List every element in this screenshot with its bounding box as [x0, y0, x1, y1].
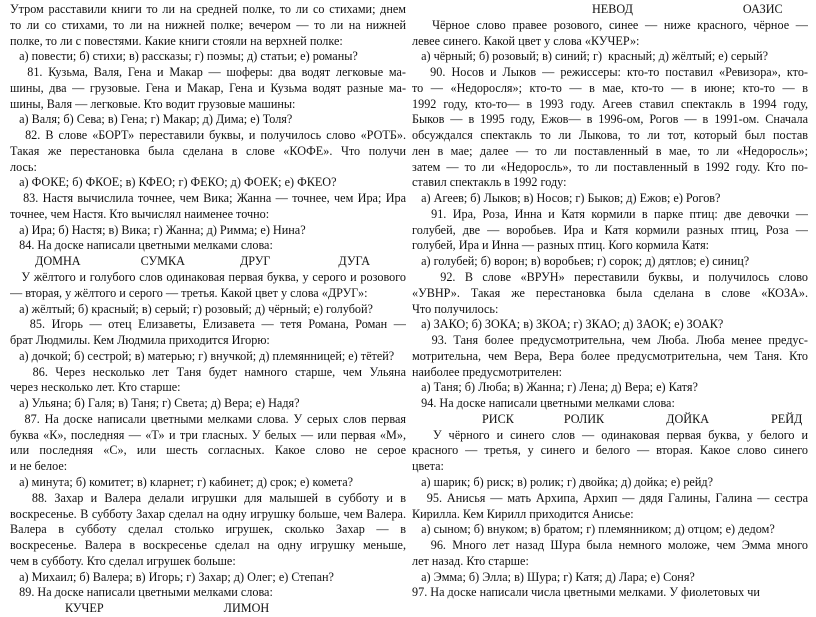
board-word: ОАЗИС	[742, 2, 783, 16]
text-line: а) Михаил; б) Валера; в) Игорь; г) Захар; д) Олег; е) Степан?	[10, 569, 334, 584]
board-word: ДОЙКА	[666, 411, 710, 426]
text-line: Быков — в 1995 году, Ежов— в 1996-ом, Рогов — в 1991-ом. Сначала	[412, 112, 808, 127]
text-line: 82. В слове «БОРТ» переставили буквы, и получилось слово «РОТБ».	[10, 128, 406, 143]
text-line: Чёрное слово правее розового, синее — ниже красного, чёрное —	[412, 17, 808, 32]
text-line: воскресенье. Валера в воскресенье сделал на одну игрушку меньше,	[10, 538, 406, 553]
text-line: а) чёрный; б) розовый; в) синий; г) красный; д) жёлтый; е) серый?	[412, 49, 769, 64]
text-line: обсуждался спектакль то ли Лыкова, то ли тот, который был постав	[412, 128, 808, 143]
text-line: а) жёлтый; б) красный; в) серый; г) розовый; д) чёрный; е) голубой?	[10, 301, 373, 316]
board-word: СУМКА	[140, 254, 185, 269]
text-line: 94. На доске написали цветными мелками слова:	[412, 396, 675, 411]
text-line: У чёрного и синего слов — одинаковая первая буква, у белого и	[412, 427, 808, 442]
text-line: «УВНР». Такая же перестановка была сделана в слове «КОЗА».	[412, 285, 808, 300]
text-line: красного — третья, у синего и белого — вторая. Какое слово синего	[412, 443, 808, 458]
text-line: левее синего. Какой цвет у слова «КУЧЕР»:	[412, 33, 640, 48]
text-line: а) Ульяна; б) Галя; в) Таня; г) Света; д) Вера; е) Надя?	[10, 396, 300, 411]
text-line: 95. Анисья — мать Архипа, Архип — дядя Галины, Галина — сестра	[412, 490, 808, 505]
text-line: а) Агеев; б) Лыков; в) Носов; г) Быков; д) Ежов; е) Рогов?	[412, 191, 721, 206]
right-column	[412, 2, 808, 601]
text-line: 85. Игорь — отец Елизаветы, Елизавета — тетя Романа, Роман —	[10, 317, 406, 332]
text-line: 90. Носов и Лыков — режиссеры: кто-то поставил «Ревизора», кто-	[412, 65, 808, 80]
text-line: то ли со стихами, то ли на нижней полке; вечером — то ли на нижней	[10, 17, 406, 32]
text-line: Валера в субботу сделал столько игрушек, сколько Захар — в	[10, 522, 406, 537]
text-line: а) дочкой; б) сестрой; в) матерью; г) внучкой; д) племянницей; е) тётей?	[10, 348, 395, 363]
text-line: а) минута; б) комитет; в) кларнет; г) кабинет; д) срок; е) комета?	[10, 474, 354, 489]
text-line: мотрительна, чем Вера, Вера более предусмотрительна, чем Таня. Кто	[412, 348, 808, 363]
text-line: то — «Недоросля»; кто-то — в мае, кто-то — в июне; кто-то — в	[412, 80, 808, 95]
text-line: 87. На доске написали цветными мелками слова. У серых слов первая	[10, 411, 406, 426]
text-line: брат Людмилы. Кем Людмила приходится Игорю:	[10, 333, 270, 348]
text-line: шины, два — грузовые. Гена и Макар, Гена и Кузьма водят разные ма-	[10, 80, 406, 95]
word-row	[10, 601, 406, 617]
board-word: РОЛИК	[563, 411, 605, 426]
word-row	[412, 2, 808, 18]
board-word: КУЧЕР	[65, 601, 104, 616]
text-line: шины, Валя — легковые. Кто водит грузовые машины:	[10, 96, 296, 111]
text-line: Что получилось:	[412, 301, 499, 316]
left-column	[10, 2, 406, 617]
text-line: 81. Кузьма, Валя, Гена и Макар — шоферы: два водят легковые ма-	[10, 65, 406, 80]
text-line: — вторая, у жёлтого и серого — третья. Какой цвет у слова «ДРУГ»:	[10, 285, 368, 300]
board-word: РИСК	[482, 411, 514, 426]
text-line: а) Эмма; б) Элла; в) Шура; г) Катя; д) Лара; е) Соня?	[412, 569, 695, 584]
text-line: лось:	[10, 159, 37, 174]
text-line: или последняя «С», или шесть согласных. Какое слово не серое	[10, 443, 406, 458]
text-line: а) Таня; б) Люба; в) Жанна; г) Лена; д) Вера; е) Катя?	[412, 380, 698, 395]
text-line: 96. Много лет назад Шура была немного моложе, чем Эмма много	[412, 538, 808, 553]
text-line: Такая же перестановка была сделана в слове «КОФЕ». Что получи	[10, 143, 406, 158]
board-word: РЕЙД	[771, 411, 803, 426]
board-word: ДУГА	[338, 254, 371, 269]
text-line: а) голубей; б) ворон; в) воробьев; г) сорок; д) дятлов; е) синиц?	[412, 254, 750, 269]
text-line: воскресенье. В субботу Захар сделал на одну игрушку больше, чем Валера.	[10, 506, 406, 521]
text-line: через несколько лет. Кто старше:	[10, 380, 181, 395]
text-line: У жёлтого и голубого слов одинаковая первая буква, у серого и розового	[10, 270, 406, 285]
text-line: Кирилла. Кем Кирилл приходится Анисье:	[412, 506, 634, 521]
text-line: Утром расставили книги то ли на средней полке, то ли со стихами; днем	[10, 2, 406, 16]
word-row	[412, 412, 808, 428]
text-line: а) повести; б) стихи; в) рассказы; г) поэмы; д) статьи; е) романы?	[10, 49, 358, 64]
board-word: ДРУГ	[239, 254, 271, 269]
text-line: цвета:	[412, 459, 444, 474]
text-line: 88. Захар и Валера делали игрушки для малышей в субботу и в	[10, 490, 406, 505]
text-line: 86. Через несколько лет Таня будет намного старше, чем Ульяна	[10, 364, 406, 379]
text-line: 91. Ира, Роза, Инна и Катя кормили в парке птиц: две девочки —	[412, 206, 808, 221]
board-word: ДОМНА	[35, 254, 81, 269]
text-line: голубей, Ира и Инна — разных птиц. Кого кормила Катя:	[412, 238, 710, 253]
board-word: ЛИМОН	[223, 601, 270, 616]
word-row	[10, 254, 406, 270]
text-line: и не белое:	[10, 459, 68, 474]
text-line: затем — то ли «Недоросль», то ли поставленный в 1992 году. Кто по-	[412, 159, 808, 174]
text-line: буква «К», последняя — «Т» и три гласных. У белых — или первая «М»,	[10, 427, 406, 442]
text-line: лет назад. Кто старше:	[412, 553, 529, 568]
text-line: точнее, чем Настя. Кто вычислял наименее точно:	[10, 206, 270, 221]
text-line: лен в мае; далее — то ли поставленный в мае, то ли «Недоросль»;	[412, 143, 808, 158]
text-line: 93. Таня более предусмотрительна, чем Люба. Люба менее предус-	[412, 333, 808, 348]
text-line: ставил спектакль в 1992 году:	[412, 175, 567, 190]
text-line: 83. Настя вычислила точнее, чем Вика; Жанна — точнее, чем Ира; Ира	[10, 191, 406, 206]
text-line: а) ФОКЕ; б) ФКОЕ; в) КФЕО; г) ФЕКО; д) ФОЕК; е) ФКЕО?	[10, 175, 337, 190]
text-line: 84. На доске написали цветными мелками слова:	[10, 238, 273, 253]
text-line: а) Ира; б) Настя; в) Вика; г) Жанна; д) Римма; е) Нина?	[10, 222, 306, 237]
text-line: голубей, две — воробьев. Ира и Катя кормили разных птиц, Роза —	[412, 222, 808, 237]
text-line: 89. На доске написали цветными мелками слова:	[10, 585, 273, 600]
text-line: а) сыном; б) внуком; в) братом; г) племянником; д) отцом; е) дедом?	[412, 522, 775, 537]
text-line: 92. В слове «ВРУН» переставили буквы, и получилось слово	[412, 270, 808, 285]
text-line: полке, то ли с повестями. Какие книги стояли на верхней полке:	[10, 33, 343, 48]
text-line: наиболее предусмотрителен:	[412, 364, 562, 379]
text-line: чем в субботу. Кто сделал игрушек больше:	[10, 553, 236, 568]
board-word: НЕВОД	[592, 2, 633, 16]
text-line: а) Валя; б) Сева; в) Гена; г) Макар; д) Дима; е) Толя?	[10, 112, 293, 127]
text-line: 97. На доске написали числа цветными мелками. У фиолетовых чи	[412, 585, 760, 600]
text-line: 1992 году, кто-то— в 1993 году. Агеев ставил спектакль в 1994 году,	[412, 96, 808, 111]
text-line: а) шарик; б) риск; в) ролик; г) двойка; д) дойка; е) рейд?	[412, 474, 713, 489]
text-line: а) ЗАКО; б) ЗОКА; в) ЗКОА; г) ЗКАО; д) ЗАОК; е) ЗОАК?	[412, 317, 724, 332]
